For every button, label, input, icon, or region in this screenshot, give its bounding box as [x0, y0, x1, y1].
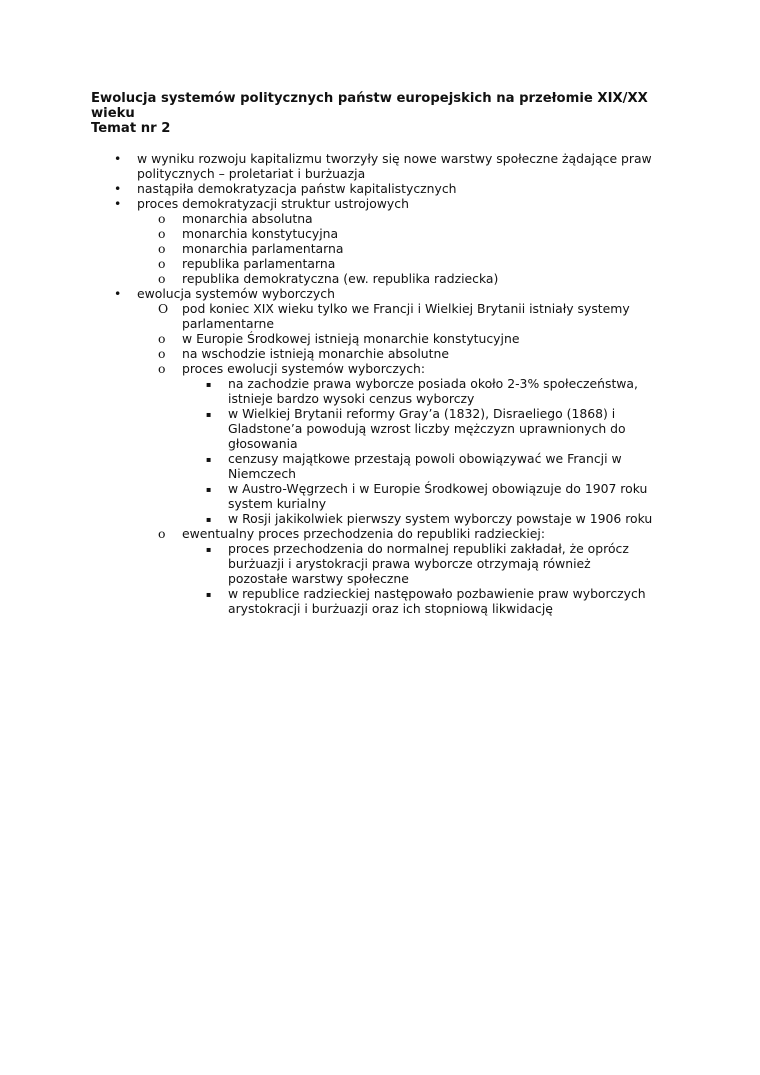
- sub-list-item-text: na wschodzie istnieją monarchie absolutne: [182, 346, 449, 361]
- circle-bullet-icon: o: [158, 256, 166, 271]
- document-title: [91, 91, 651, 136]
- sub-list-item-text: monarchia absolutna: [182, 211, 313, 226]
- sub-list-item-text: w Europie Środkowej istnieją monarchie konstytucyjne: [182, 331, 520, 346]
- sub-list-item: [0, 256, 652, 271]
- list-item-text: nastąpiła demokratyzacja państw kapitalistycznych: [137, 181, 457, 196]
- circle-bullet-icon: o: [158, 346, 166, 361]
- square-bullet-icon: ▪: [206, 485, 212, 494]
- sub-list-item: [0, 226, 652, 241]
- square-bullet-icon: ▪: [206, 455, 212, 464]
- outline-list: [0, 151, 760, 616]
- square-bullet-icon: ▪: [206, 590, 212, 599]
- subtitle-line: Temat nr 2: [91, 121, 171, 136]
- sub-list-item: [0, 331, 652, 346]
- sub-list-item-text: republika parlamentarna: [182, 256, 336, 271]
- list-item-text: ewolucja systemów wyborczych: [137, 286, 335, 301]
- sub-list-item-text: pod koniec XIX wieku tylko we Francji i Wielkiej Brytanii istniały systemy parlamentarne: [182, 301, 630, 331]
- sub-list-item-text: monarchia konstytucyjna: [182, 226, 339, 241]
- circle-bullet-icon: o: [158, 241, 166, 256]
- sub-list-item: [0, 241, 652, 256]
- bullet-icon: •: [114, 181, 122, 196]
- circle-bullet-icon: o: [158, 211, 166, 226]
- sub-sub-list-item: [0, 376, 653, 406]
- sub-sub-list-item: [0, 451, 653, 481]
- list-item: [0, 181, 657, 196]
- list-item: [0, 196, 657, 286]
- list-item: [0, 286, 657, 616]
- sub-list: [137, 211, 657, 286]
- list-item: [0, 151, 657, 181]
- circle-bullet-icon: o: [158, 526, 166, 541]
- sub-sub-list-item-text: w republice radzieckiej następowało pozbawienie praw wyborczych arystokracji i burżuazji oraz ich stopniową likwidację: [228, 586, 646, 616]
- sub-sub-list-item: [0, 541, 653, 586]
- sub-sub-list: [182, 376, 652, 526]
- sub-sub-list-item-text: proces przechodzenia do normalnej republiki zakładał, że oprócz burżuazji i arystokracji prawa wyborcze otrzymają również pozostałe warstwy społeczne: [228, 541, 629, 586]
- square-bullet-icon: ▪: [206, 545, 212, 554]
- sub-list-item-text: monarchia parlamentarna: [182, 241, 344, 256]
- square-bullet-icon: ▪: [206, 380, 212, 389]
- sub-list-item-text: ewentualny proces przechodzenia do republiki radzieckiej:: [182, 526, 546, 541]
- sub-list: [137, 301, 657, 616]
- sub-sub-list-item: [0, 406, 653, 451]
- sub-sub-list-item-text: w Austro-Węgrzech i w Europie Środkowej obowiązuje do 1907 roku system kurialny: [228, 481, 648, 511]
- bullet-icon: •: [114, 286, 122, 301]
- sub-sub-list-item-text: na zachodzie prawa wyborcze posiada około 2-3% społeczeństwa, istnieje bardzo wysoki cenzus wyborczy: [228, 376, 638, 406]
- sub-list-item: [0, 271, 652, 286]
- list-item-text: proces demokratyzacji struktur ustrojowych: [137, 196, 409, 211]
- bullet-icon: •: [114, 196, 122, 211]
- sub-list-item-text: republika demokratyczna (ew. republika radziecka): [182, 271, 499, 286]
- list-item-text: w wyniku rozwoju kapitalizmu tworzyły się nowe warstwy społeczne żądające praw politycznych – proletariat i burżuazja: [137, 151, 652, 181]
- sub-sub-list-item: [0, 511, 653, 526]
- sub-list-item: [0, 301, 652, 331]
- sub-list-item: [0, 211, 652, 226]
- square-bullet-icon: ▪: [206, 410, 212, 419]
- sub-sub-list-item: [0, 481, 653, 511]
- circle-bullet-icon: o: [158, 226, 166, 241]
- sub-sub-list-item-text: w Wielkiej Brytanii reformy Gray’a (1832), Disraeliego (1868) i Gladstone’a powodują wzrost liczby mężczyzn uprawnionych do głosowania: [228, 406, 626, 451]
- circle-bullet-icon: o: [158, 361, 166, 376]
- sub-list-item: [0, 346, 652, 361]
- title-line: Ewolucja systemów politycznych państw europejskich na przełomie XIX/XX wieku: [91, 91, 648, 121]
- sub-list-item: [0, 526, 652, 616]
- bullet-icon: •: [114, 151, 122, 166]
- sub-sub-list-item-text: cenzusy majątkowe przestają powoli obowiązywać we Francji w Niemczech: [228, 451, 622, 481]
- circle-bullet-icon: O: [158, 301, 169, 316]
- square-bullet-icon: ▪: [206, 515, 212, 524]
- outline-content: [0, 151, 760, 616]
- sub-sub-list-item: [0, 586, 653, 616]
- circle-bullet-icon: o: [158, 271, 166, 286]
- sub-sub-list: [182, 541, 652, 616]
- sub-list-item: [0, 361, 652, 526]
- circle-bullet-icon: o: [158, 331, 166, 346]
- sub-list-item-text: proces ewolucji systemów wyborczych:: [182, 361, 426, 376]
- sub-sub-list-item-text: w Rosji jakikolwiek pierwszy system wyborczy powstaje w 1906 roku: [228, 511, 653, 526]
